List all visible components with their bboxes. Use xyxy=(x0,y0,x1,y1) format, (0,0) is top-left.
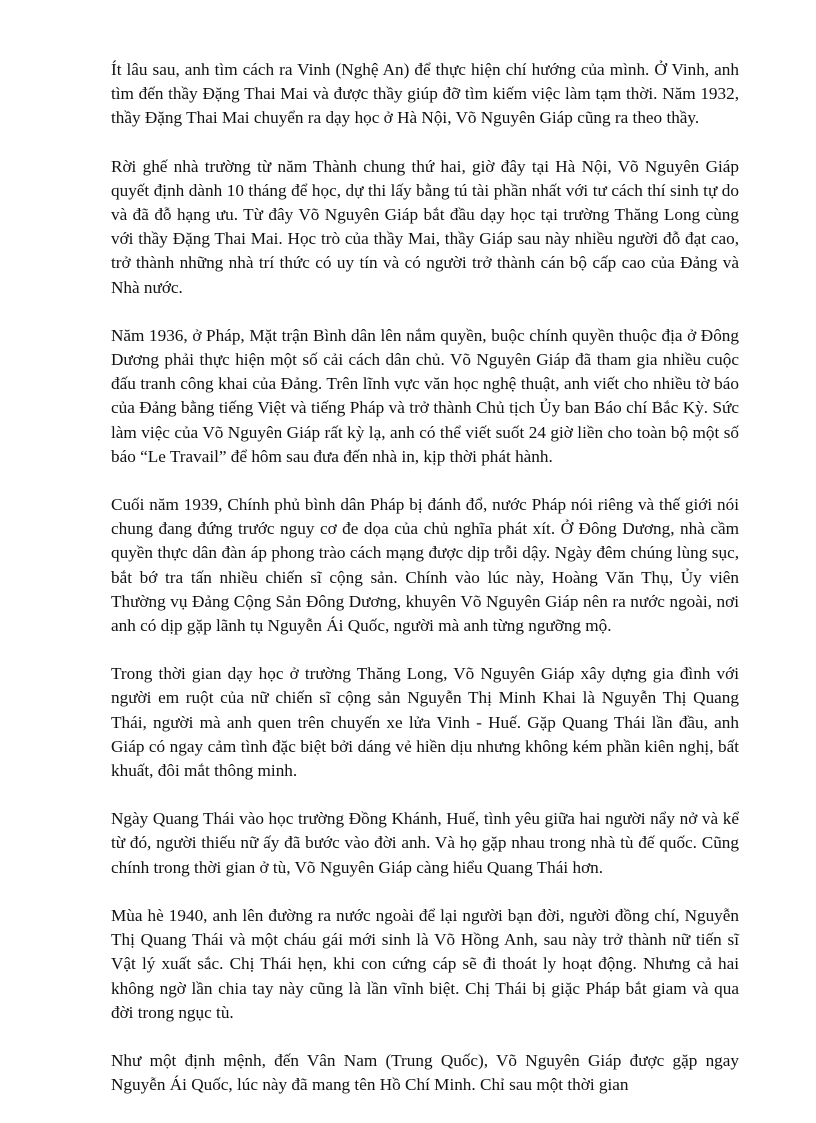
document-page xyxy=(111,58,739,1097)
paragraph-1: Ít lâu sau, anh tìm cách ra Vinh (Nghệ An) để thực hiện chí hướng của mình. Ở Vinh, anh tìm đến thầy Đặng Thai Mai và được thầy giúp đỡ tìm kiếm việc làm tạm thời. Năm 1932, thầy Đặng Thai Mai chuyển ra dạy học ở Hà Nội, Võ Nguyên Giáp cũng ra theo thầy. xyxy=(111,60,739,128)
paragraph-3: Năm 1936, ở Pháp, Mặt trận Bình dân lên nắm quyền, buộc chính quyền thuộc địa ở Đông Dương phải thực hiện một số cải cách dân chủ. Võ Nguyên Giáp đã tham gia nhiều cuộc đấu tranh công khai của Đảng. Trên lĩnh vực văn học nghệ thuật, anh viết cho nhiều tờ báo của Đảng bằng tiếng Việt và tiếng Pháp và trở thành Chủ tịch Ủy ban Báo chí Bắc Kỳ. Sức làm việc của Võ Nguyên Giáp rất kỳ lạ, anh có thể viết suốt 24 giờ liền cho toàn bộ một số báo “Le Travail” để hôm sau đưa đến nhà in, kịp thời phát hành. xyxy=(111,325,739,466)
paragraph-5: Trong thời gian dạy học ở trường Thăng Long, Võ Nguyên Giáp xây dựng gia đình với người em ruột của nữ chiến sĩ cộng sản Nguyễn Thị Minh Khai là Nguyễn Thị Quang Thái, người mà anh quen trên chuyến xe lửa Vinh - Huế. Gặp Quang Thái lần đầu, anh Giáp có ngay cảm tình đặc biệt bởi dáng vẻ hiền dịu nhưng không kém phần kiên nghị, bất khuất, đôi mắt thông minh. xyxy=(111,664,739,781)
paragraph-6: Ngày Quang Thái vào học trường Đồng Khánh, Huế, tình yêu giữa hai người nẩy nở và kể từ đó, người thiếu nữ ấy đã bước vào đời anh. Và họ gặp nhau trong nhà tù đế quốc. Cũng chính trong thời gian ở tù, Võ Nguyên Giáp càng hiểu Quang Thái hơn. xyxy=(111,809,739,877)
paragraph-2: Rời ghế nhà trường từ năm Thành chung thứ hai, giờ đây tại Hà Nội, Võ Nguyên Giáp quyết định dành 10 tháng để học, dự thi lấy bằng tú tài phần nhất với tư cách thí sinh tự do và đã đỗ hạng ưu. Từ đây Võ Nguyên Giáp bắt đầu dạy học tại trường Thăng Long cùng với thầy Đặng Thai Mai. Học trò của thầy Mai, thầy Giáp sau này nhiều người đỗ đạt cao, trở thành những nhà trí thức có uy tín và có người trở thành cán bộ cấp cao của Đảng và Nhà nước. xyxy=(111,156,739,297)
paragraph-7: Mùa hè 1940, anh lên đường ra nước ngoài để lại người bạn đời, người đồng chí, Nguyễn Thị Quang Thái và một cháu gái mới sinh là Võ Hồng Anh, sau này trở thành nữ tiến sĩ Vật lý xuất sắc. Chị Thái hẹn, khi con cứng cáp sẽ đi thoát ly hoạt động. Nhưng cả hai không ngờ lần chia tay này cũng là lần vĩnh biệt. Chị Thái bị giặc Pháp bắt giam và qua đời trong ngục tù. xyxy=(111,905,739,1022)
paragraph-8: Như một định mệnh, đến Vân Nam (Trung Quốc), Võ Nguyên Giáp được gặp ngay Nguyễn Ái Quốc, lúc này đã mang tên Hồ Chí Minh. Chỉ sau một thời gian xyxy=(111,1050,739,1095)
paragraph-4: Cuối năm 1939, Chính phủ bình dân Pháp bị đánh đổ, nước Pháp nói riêng và thế giới nói chung đang đứng trước nguy cơ đe dọa của chủ nghĩa phát xít. Ở Đông Dương, nhà cầm quyền thực dân đàn áp phong trào cách mạng được dịp trỗi dậy. Ngày đêm chúng lùng sục, bắt bớ tra tấn nhiều chiến sĩ cộng sản. Chính vào lúc này, Hoàng Văn Thụ, Ủy viên Thường vụ Đảng Cộng Sản Đông Dương, khuyên Võ Nguyên Giáp nên ra nước ngoài, nơi anh có dịp gặp lãnh tụ Nguyễn Ái Quốc, người mà anh từng ngưỡng mộ. xyxy=(111,495,739,636)
